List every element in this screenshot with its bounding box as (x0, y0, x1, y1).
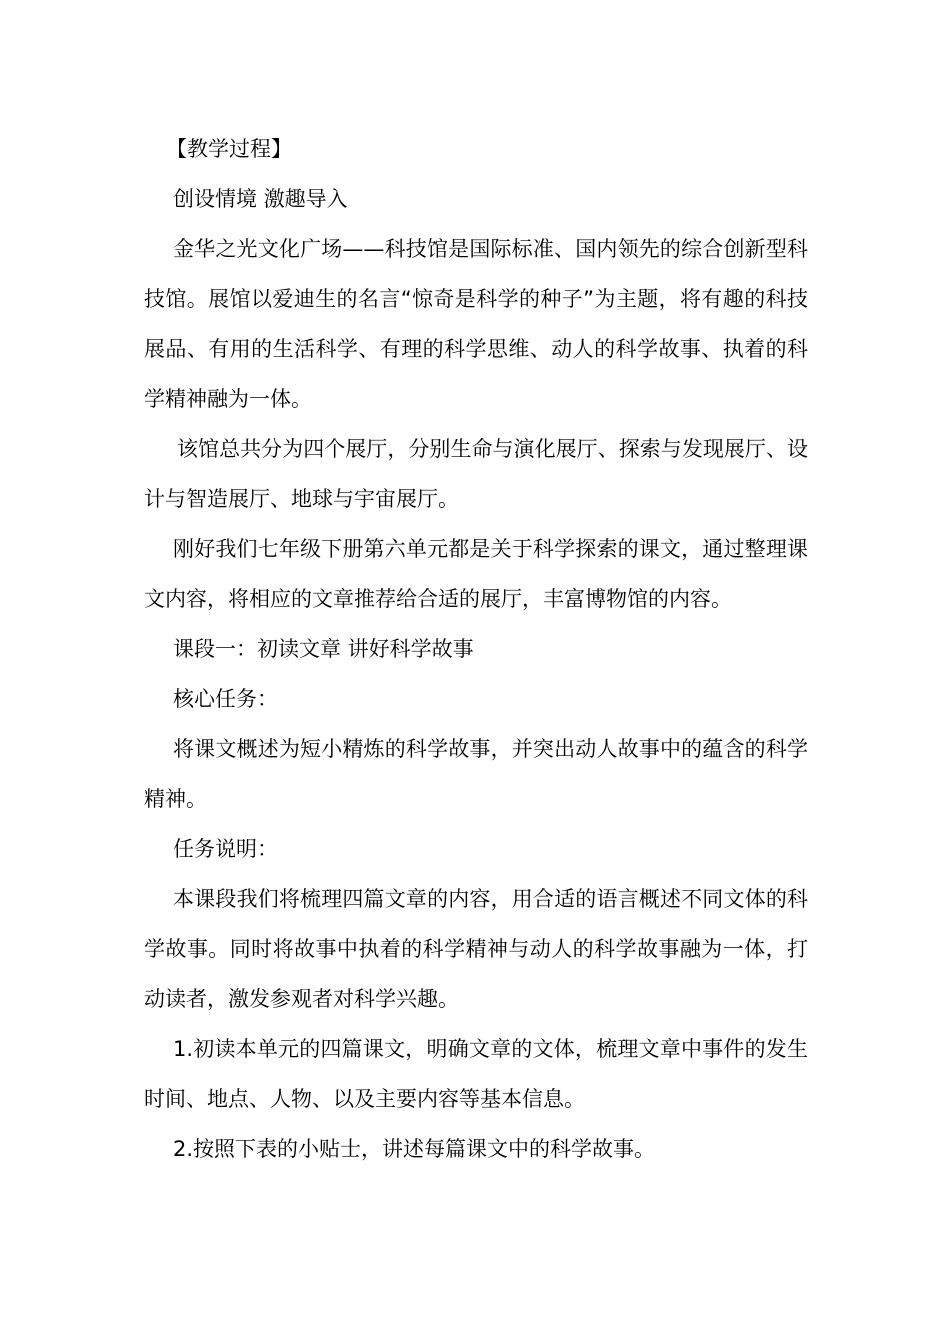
paragraph-core-task: 将课文概述为短小精炼的科学故事，并突出动人故事中的蕴含的科学精神。 (144, 737, 808, 811)
list-item-1: 1.初读本单元的四篇课文，明确文章的文体，梳理文章中事件的发生时间、地点、人物、以及主要内容等基本信息。 (144, 1037, 808, 1111)
paragraph-unit-six: 刚好我们七年级下册第六单元都是关于科学探索的课文，通过整理课文内容，将相应的文章推荐给合适的展厅，丰富博物馆的内容。 (144, 537, 808, 611)
paragraph-halls: 该馆总共分为四个展厅，分别生命与演化展厅、探索与发现展厅、设计与智造展厅、地球与宇宙展厅。 (144, 437, 808, 511)
document-body (144, 124, 808, 1174)
subheading-intro: 创设情境 激趣导入 (173, 187, 348, 211)
label-task-description: 任务说明： (173, 837, 278, 861)
subheading-lesson-one: 课段一：初读文章 讲好科学故事 (173, 637, 474, 661)
list-item-2: 2.按照下表的小贴士，讲述每篇课文中的科学故事。 (173, 1137, 656, 1161)
paragraph-task-description: 本课段我们将梳理四篇文章的内容，用合适的语言概述不同文体的科学故事。同时将故事中执着的科学精神与动人的科学故事融为一体，打动读者，激发参观者对科学兴趣。 (144, 887, 808, 1011)
section-heading-teaching-process: 【教学过程】 (166, 137, 292, 161)
paragraph-museum-intro: 金华之光文化广场——科技馆是国际标准、国内领先的综合创新型科技馆。展馆以爱迪生的名言“惊奇是科学的种子”为主题，将有趣的科技展品、有用的生活科学、有理的科学思维、动人的科学故事、执着的科学精神融为一体。 (144, 237, 808, 411)
label-core-task: 核心任务： (173, 687, 278, 711)
